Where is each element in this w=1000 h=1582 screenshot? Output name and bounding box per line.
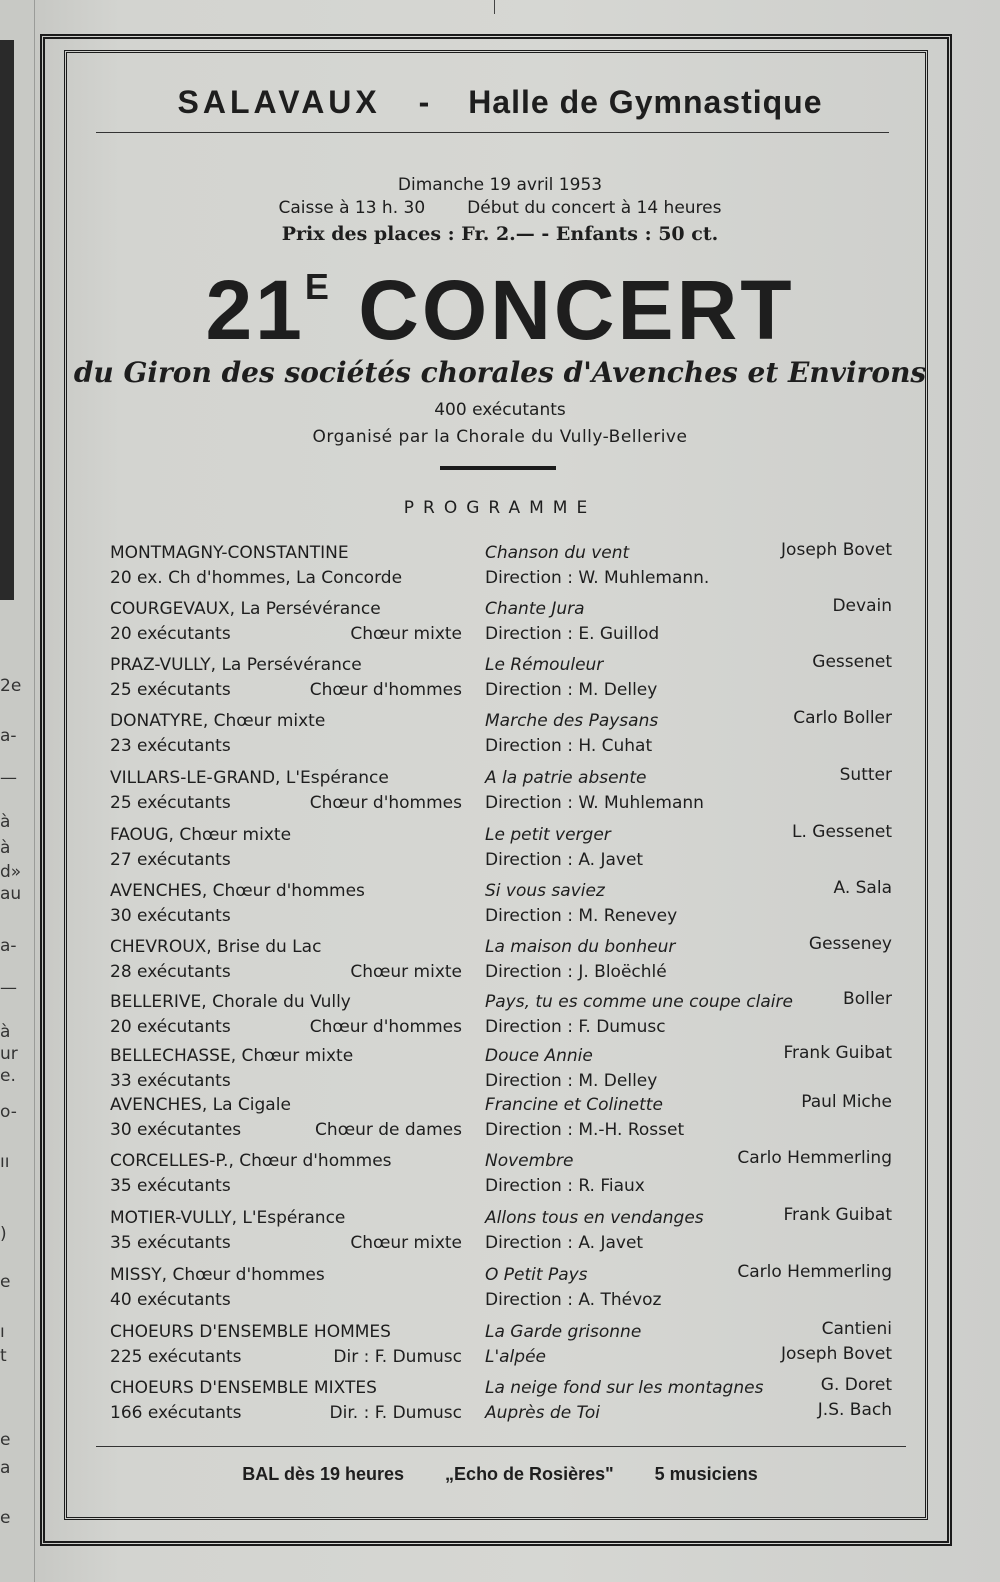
programme-composer-second: Joseph Bovet (781, 1344, 892, 1364)
footer-orchestra: „Echo de Rosières" (445, 1464, 614, 1484)
programme-count: 25 exécutants (110, 793, 231, 813)
programme-composer: G. Doret (820, 1375, 892, 1395)
programme-composer: Carlo Boller (793, 708, 892, 728)
header-place: SALAVAUX (177, 84, 381, 120)
programme-piece: O Petit Pays (485, 1265, 588, 1285)
header (0, 84, 1000, 121)
top-column-rule (494, 0, 495, 14)
programme-composer: Paul Miche (801, 1092, 892, 1112)
organiser: Organisé par la Chorale du Vully-Bellerive (312, 427, 688, 447)
programme-ensemble: CHOEURS D'ENSEMBLE MIXTES (110, 1378, 377, 1398)
programme-row (0, 596, 1000, 653)
programme-ensemble: VILLARS-LE-GRAND, L'Espérance (110, 768, 389, 788)
programme-piece: Si vous saviez (485, 881, 605, 901)
edge-fragment: — (0, 978, 17, 998)
programme-piece: Le petit verger (485, 825, 611, 845)
programme-composer-second: J.S. Bach (817, 1400, 892, 1420)
programme-row (0, 1092, 1000, 1149)
programme-row (0, 1319, 1000, 1376)
programme-ensemble: MOTIER-VULLY, L'Espérance (110, 1208, 346, 1228)
programme-composer: Carlo Hemmerling (737, 1148, 892, 1168)
concert-word: CONCERT (358, 263, 795, 357)
edge-fragment: à (0, 1022, 11, 1042)
caisse-time: Caisse à 13 h. 30 (278, 198, 426, 218)
programme-composer: Carlo Hemmerling (737, 1262, 892, 1282)
programme-count: 27 exécutants (110, 850, 231, 870)
programme-count: 20 exécutants (110, 624, 231, 644)
edge-fragment: ıı (0, 1152, 10, 1172)
edge-fragment: ı (0, 1322, 5, 1342)
programme-ensemble: CHEVROUX, Brise du Lac (110, 937, 322, 957)
concert-title (0, 262, 1000, 359)
programme-row (0, 934, 1000, 991)
programme-row (0, 652, 1000, 709)
programme-ensemble: MISSY, Chœur d'hommes (110, 1265, 325, 1285)
programme-ensemble: BELLECHASSE, Chœur mixte (110, 1046, 354, 1066)
programme-count: 225 exécutants (110, 1347, 242, 1367)
programme-row (0, 878, 1000, 935)
programme-direction: Auprès de Toi (485, 1403, 600, 1423)
header-venue: Halle de Gymnastique (468, 84, 823, 120)
header-rule (96, 132, 889, 133)
programme-direction: L'alpée (485, 1347, 546, 1367)
ticket-prices: Prix des places : Fr. 2.— - Enfants : 50 ct. (281, 223, 719, 245)
programme-composer: Frank Guibat (783, 1205, 892, 1225)
programme-piece: Douce Annie (485, 1046, 593, 1066)
programme-piece: La maison du bonheur (485, 937, 676, 957)
programme-composer: Gesseney (808, 934, 892, 954)
edge-fragment: a- (0, 726, 17, 746)
programme-count: 23 exécutants (110, 736, 231, 756)
edge-fragment: ) (0, 1224, 7, 1244)
programme-ensemble: CORCELLES-P., Chœur d'hommes (110, 1151, 392, 1171)
header-dash: - (418, 84, 431, 120)
programme-piece: Pays, tu es comme une coupe claire (485, 992, 793, 1012)
programme-composer: Sutter (839, 765, 892, 785)
programme-direction: Direction : A. Thévoz (485, 1290, 662, 1310)
programme-count: 35 exécutants (110, 1176, 231, 1196)
edge-fragment: ur (0, 1044, 18, 1064)
programme-piece: Chanson du vent (485, 543, 630, 563)
programme-type: Dir : F. Dumusc (333, 1347, 462, 1367)
concert-number-suffix: E (304, 266, 332, 307)
footer-bal: BAL dès 19 heures (242, 1464, 405, 1484)
programme-count: 20 exécutants (110, 1017, 231, 1037)
programme-type: Chœur de dames (315, 1120, 462, 1140)
programme-piece: Novembre (485, 1151, 574, 1171)
programme-type: Chœur d'hommes (309, 793, 462, 813)
programme-ensemble: DONATYRE, Chœur mixte (110, 711, 326, 731)
total-executants: 400 exécutants (434, 400, 566, 420)
programme-ensemble: FAOUG, Chœur mixte (110, 825, 292, 845)
edge-fragment: a (0, 1458, 11, 1478)
programme-row (0, 1205, 1000, 1262)
edge-fragment: au (0, 884, 22, 904)
programme-row (0, 989, 1000, 1046)
programme-row (0, 540, 1000, 597)
edge-fragment: e (0, 1430, 11, 1450)
programme-type: Chœur mixte (350, 962, 462, 982)
programme-piece: Allons tous en vendanges (485, 1208, 704, 1228)
programme-row (0, 1375, 1000, 1432)
footer-rule (96, 1446, 906, 1447)
edge-fragment: à (0, 812, 11, 832)
programme-type: Chœur mixte (350, 1233, 462, 1253)
programme-piece: Chante Jura (485, 599, 585, 619)
programme-composer: Gessenet (812, 652, 892, 672)
programme-ensemble: MONTMAGNY-CONSTANTINE (110, 543, 349, 563)
concert-date: Dimanche 19 avril 1953 (397, 175, 603, 195)
programme-type: Chœur mixte (350, 624, 462, 644)
programme-direction: Direction : M. Delley (485, 680, 658, 700)
programme-direction: Direction : W. Muhlemann (485, 793, 704, 813)
programme-composer: Cantieni (821, 1319, 892, 1339)
programme-composer: Frank Guibat (783, 1043, 892, 1063)
programme-direction: Direction : J. Bloëchlé (485, 962, 667, 982)
programme-direction: Direction : E. Guillod (485, 624, 660, 644)
edge-fragment: — (0, 768, 17, 788)
edge-fragment: 2e (0, 676, 22, 696)
programme-direction: Direction : F. Dumusc (485, 1017, 666, 1037)
programme-piece: Marche des Paysans (485, 711, 659, 731)
programme-direction: Direction : M. Delley (485, 1071, 658, 1091)
programme-composer: Devain (832, 596, 892, 616)
programme-composer: L. Gessenet (792, 822, 892, 842)
programme-type: Chœur d'hommes (309, 680, 462, 700)
programme-ensemble: AVENCHES, Chœur d'hommes (110, 881, 365, 901)
programme-type: Chœur d'hommes (309, 1017, 462, 1037)
edge-fragment: à (0, 838, 11, 858)
programme-piece: La neige fond sur les montagnes (485, 1378, 764, 1398)
programme-count: 25 exécutants (110, 680, 231, 700)
edge-fragment: t (0, 1346, 7, 1366)
programme-piece: La Garde grisonne (485, 1322, 642, 1342)
programme-row (0, 765, 1000, 822)
programme-ensemble: BELLERIVE, Chorale du Vully (110, 992, 351, 1012)
programme-row (0, 708, 1000, 765)
programme-piece: Francine et Colinette (485, 1095, 663, 1115)
programme-ensemble: CHOEURS D'ENSEMBLE HOMMES (110, 1322, 391, 1342)
programme-heading: PROGRAMME (403, 498, 597, 518)
programme-direction: Direction : A. Javet (485, 850, 644, 870)
programme-ensemble: COURGEVAUX, La Persévérance (110, 599, 381, 619)
concert-times (0, 198, 1000, 218)
programme-type: Dir. : F. Dumusc (329, 1403, 462, 1423)
edge-fragment: d» (0, 862, 22, 882)
programme-direction: Direction : M.-H. Rosset (485, 1120, 685, 1140)
programme-direction: Direction : A. Javet (485, 1233, 644, 1253)
programme-count: 166 exécutants (110, 1403, 242, 1423)
edge-fragment: e (0, 1508, 11, 1528)
programme-count: 40 exécutants (110, 1290, 231, 1310)
programme-count: 30 exécutants (110, 906, 231, 926)
programme-row (0, 1262, 1000, 1319)
programme-count: 35 exécutants (110, 1233, 231, 1253)
programme-count: 20 ex. Ch d'hommes, La Concorde (110, 568, 403, 588)
programme-composer: A. Sala (833, 878, 892, 898)
programme-direction: Direction : W. Muhlemann. (485, 568, 710, 588)
debut-time: Début du concert à 14 heures (467, 198, 722, 218)
programme-count: 33 exécutants (110, 1071, 231, 1091)
footer (0, 1464, 1000, 1485)
concert-number: 21 (205, 263, 305, 357)
edge-fragment: e. (0, 1066, 16, 1086)
programme-row (0, 822, 1000, 879)
programme-direction: Direction : H. Cuhat (485, 736, 653, 756)
programme-row (0, 1148, 1000, 1205)
programme-count: 30 exécutantes (110, 1120, 242, 1140)
programme-piece: A la patrie absente (485, 768, 647, 788)
programme-composer: Joseph Bovet (781, 540, 892, 560)
programme-ensemble: AVENCHES, La Cigale (110, 1095, 291, 1115)
title-divider (440, 466, 556, 470)
programme-piece: Le Rémouleur (485, 655, 604, 675)
programme-direction: Direction : M. Renevey (485, 906, 678, 926)
edge-fragment: e (0, 1272, 11, 1292)
programme-ensemble: PRAZ-VULLY, La Persévérance (110, 655, 362, 675)
programme-direction: Direction : R. Fiaux (485, 1176, 645, 1196)
edge-fragment: a- (0, 936, 17, 956)
programme-composer: Boller (843, 989, 892, 1009)
programme-count: 28 exécutants (110, 962, 231, 982)
edge-fragment: o- (0, 1102, 17, 1122)
footer-musicians: 5 musiciens (654, 1464, 758, 1484)
concert-subtitle: du Giron des sociétés chorales d'Avenches et Environs (73, 356, 927, 389)
